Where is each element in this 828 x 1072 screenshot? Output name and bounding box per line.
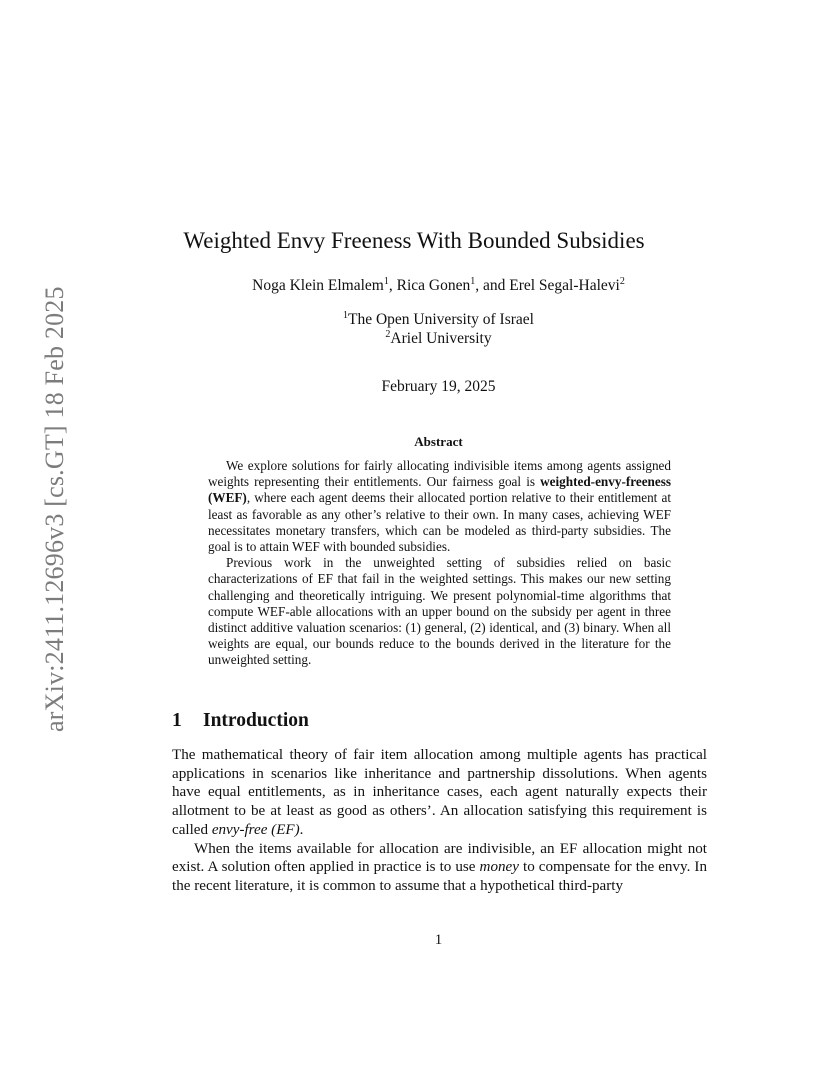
author-separator: , and (475, 277, 510, 295)
body-text-run: to compensate for the envy. In the recent literature, it is common to assume that a hypothetical third-party (172, 859, 707, 894)
author-separator: , (388, 277, 397, 295)
affiliation-mark: 2 (619, 276, 625, 287)
author-name: Rica Gonen (396, 277, 471, 295)
abstract-text: , where each agent deems their allocated portion relative to their entitlement at least as favorable as any other’s relative to their own. In many cases, achieving WEF necessitates monetary transfers, which can be modeled as third-party subsidies. The goal is to attain WEF with bounded subsidies. (208, 490, 671, 555)
abstract-text: We explore solutions for fairly allocating indivisible items among agents assigned weights representing their entitlements. Our fairness goal is (208, 458, 671, 490)
abstract-bold-term: weighted-envy-freeness (WEF) (208, 474, 671, 506)
affiliation-2 (0, 329, 828, 348)
section-heading (172, 710, 309, 732)
affiliation-mark: 1 (343, 310, 349, 321)
author-name: Noga Klein Elmalem (252, 277, 384, 295)
abstract-heading: Abstract (414, 434, 463, 449)
affiliation-1 (0, 310, 828, 329)
affiliation-mark: 2 (385, 329, 391, 340)
body-text-run: . (299, 821, 304, 838)
section-number: 1 (172, 710, 182, 731)
author-name: Erel Segal-Halevi (509, 277, 620, 295)
body-emphasis: envy-free (EF) (211, 821, 300, 838)
affiliation-name: The Open University of Israel (348, 311, 534, 329)
body-paragraph (172, 840, 707, 896)
abstract-paragraph (208, 458, 671, 555)
section-title: Introduction (203, 710, 309, 731)
paper-title: Weighted Envy Freeness With Bounded Subsidies (183, 228, 645, 253)
body-text-run: When the items available for allocation are indivisible, an EF allocation might not exist. A solution often applied in practice is to use (172, 840, 707, 876)
body-paragraph (172, 746, 707, 840)
page-number: 1 (434, 932, 443, 948)
abstract-body (208, 458, 671, 669)
affiliation-mark: 1 (470, 276, 476, 287)
body-emphasis: money (479, 859, 519, 876)
abstract-paragraph: Previous work in the unweighted setting of subsidies relied on basic characterizations of EF that fail in the weighted settings. This makes our new setting challenging and theoretically intriguing. We present polynomial-time algorithms that compute WEF-able allocations with an upper bound on the subsidy per agent in three distinct additive valuation scenarios: (1) general, (2) identical, and (3) binary. When all weights are equal, our bounds reduce to the bounds derived in the literature for the unweighted setting. (208, 555, 671, 668)
affiliation-mark: 1 (383, 276, 389, 287)
body-text (172, 746, 707, 896)
paper-date: February 19, 2025 (381, 378, 496, 395)
body-text-run: The mathematical theory of fair item allocation among multiple agents has practical applications in scenarios like inheritance and partnership dissolutions. When agents have equal entitlements, as in inheritance cases, each agent naturally expects their allotment to be at least as good as others’. An allocation satisfying this requirement is called (172, 747, 707, 838)
author-list (0, 276, 828, 295)
arxiv-identifier: arXiv:2411.12696v3 [cs.GT] 18 Feb 2025 (40, 286, 69, 732)
affiliation-name: Ariel University (390, 330, 492, 348)
